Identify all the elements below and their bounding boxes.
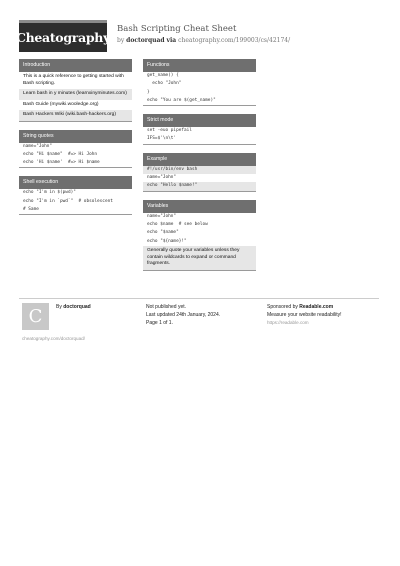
code-line: echo "You are $(get_name)" bbox=[147, 97, 216, 103]
footer-divider bbox=[19, 298, 379, 299]
cheatography-logo[interactable]: Cheatography bbox=[19, 20, 107, 52]
byline bbox=[117, 37, 290, 44]
section-title: Shell execution bbox=[19, 176, 132, 189]
list-item[interactable]: Learn bash in y minutes (learnxinyminutes.com) bbox=[19, 89, 132, 100]
column-2 bbox=[143, 59, 256, 279]
author-url[interactable]: cheatography.com/doctorquad/ bbox=[22, 336, 85, 341]
code-line: } bbox=[147, 89, 150, 95]
code-line: name="John" bbox=[23, 143, 53, 149]
page-title: Bash Scripting Cheat Sheet bbox=[117, 24, 237, 34]
section-title: Example bbox=[143, 153, 256, 166]
code-line: echo "John" bbox=[147, 81, 182, 87]
code-line: echo "I'm in `pwd`" # obsolescent bbox=[23, 198, 113, 204]
section-functions bbox=[143, 59, 256, 106]
last-updated: Last updated 24th January, 2024. bbox=[146, 312, 221, 318]
code-line: echo "Hello $name!" bbox=[143, 182, 256, 190]
sponsor-label: Sponsored by bbox=[267, 304, 298, 310]
published-status: Not published yet. bbox=[146, 304, 187, 310]
section-title: String quotes bbox=[19, 130, 132, 143]
section-introduction bbox=[19, 59, 132, 122]
sponsor-url[interactable]: https://readable.com bbox=[267, 320, 309, 325]
section-title: Introduction bbox=[19, 59, 132, 72]
section-example bbox=[143, 153, 256, 192]
code-line: echo "${name}!" bbox=[147, 238, 187, 244]
footer-sponsor bbox=[267, 303, 341, 327]
page-number: Page 1 of 1. bbox=[146, 320, 173, 326]
code-line: echo $name # see below bbox=[147, 221, 208, 227]
code-line: get_name() { bbox=[147, 73, 179, 78]
by-label: By bbox=[56, 304, 62, 310]
avatar[interactable]: C bbox=[22, 303, 49, 330]
footer-meta bbox=[146, 303, 220, 327]
code-line: echo "I'm in $(pwd)" bbox=[23, 190, 76, 196]
code-line: name="John" bbox=[147, 175, 177, 181]
code-line: set -euo pipefail bbox=[147, 128, 192, 134]
code-line: IFS=$'\n\t' bbox=[147, 136, 177, 142]
list-item: This is a quick reference to getting started with Bash scripting. bbox=[23, 74, 124, 86]
by-label: by bbox=[117, 37, 125, 44]
author-link[interactable]: doctorquad bbox=[63, 304, 91, 310]
column-1 bbox=[19, 59, 132, 223]
code-line: #!/usr/bin/env bash bbox=[143, 166, 256, 174]
code-line: echo "$name" bbox=[147, 230, 179, 236]
list-item[interactable]: Bash Guide (mywiki.wooledge.org) bbox=[23, 101, 99, 107]
section-title: Strict mode bbox=[143, 114, 256, 127]
code-line: echo "Hi $name" #=> Hi John bbox=[23, 151, 98, 157]
section-shell-execution bbox=[19, 176, 132, 215]
sponsor-tagline: Measure your website readability! bbox=[267, 312, 342, 318]
section-variables bbox=[143, 200, 256, 272]
list-item[interactable]: Bash Hackers Wiki (wiki.bash-hackers.org) bbox=[19, 110, 132, 121]
code-line: # Same bbox=[23, 206, 39, 212]
code-line: echo 'Hi $name' #=> Hi $name bbox=[23, 160, 100, 166]
via-label: via bbox=[166, 37, 177, 44]
code-line: name="John" bbox=[147, 213, 177, 219]
section-string-quotes bbox=[19, 130, 132, 169]
footer-author bbox=[56, 303, 91, 311]
section-strict-mode bbox=[143, 114, 256, 145]
sheet-url[interactable]: cheatography.com/199003/cs/42174/ bbox=[178, 37, 291, 44]
section-title: Variables bbox=[143, 200, 256, 213]
section-note: Generally quote your variables unless they contain wildcards to expand or command fragments. bbox=[143, 246, 256, 270]
sponsor-link[interactable]: Readable.com bbox=[299, 304, 334, 310]
section-title: Functions bbox=[143, 59, 256, 72]
author-link[interactable]: doctorquad bbox=[126, 37, 165, 44]
